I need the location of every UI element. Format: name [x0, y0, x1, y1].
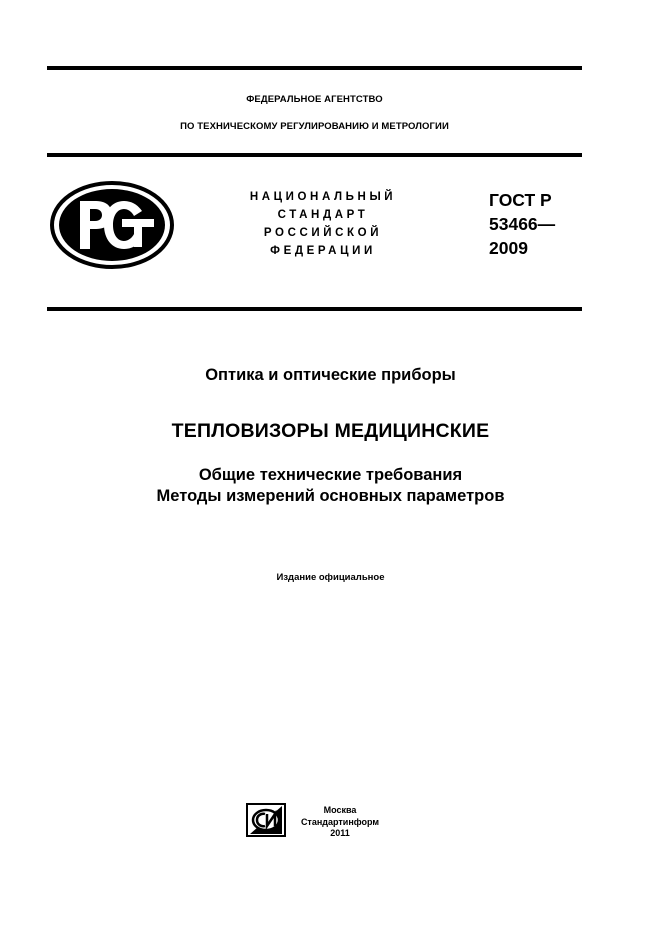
agency-name-line1: ФЕДЕРАЛЬНОЕ АГЕНТСТВО: [246, 94, 383, 105]
publisher-city: Москва: [323, 805, 357, 815]
header-rule: [47, 153, 582, 157]
document-category: Оптика и оптические приборы: [205, 366, 456, 384]
top-rule: [47, 66, 582, 70]
gost-r-emblem-icon: [50, 181, 174, 269]
national-standard-label: [225, 188, 421, 260]
document-subtitle-line1: Общие технические требования: [198, 466, 463, 484]
national-standard-line4: ФЕДЕРАЦИИ: [270, 245, 376, 257]
national-standard-line2: СТАНДАРТ: [277, 209, 369, 221]
standartinform-logo-icon: [246, 803, 286, 837]
national-standard-line3: РОССИЙСКОЙ: [263, 227, 383, 239]
agency-name-line2: ПО ТЕХНИЧЕСКОМУ РЕГУЛИРОВАНИЮ И МЕТРОЛОГИИ: [180, 121, 449, 132]
edition-label: Издание официальное: [276, 572, 385, 583]
gost-designation-line2: 53466—: [489, 214, 556, 234]
national-standard-line1: НАЦИОНАЛЬНЫЙ: [249, 191, 397, 203]
document-title: ТЕПЛОВИЗОРЫ МЕДИЦИНСКИЕ: [171, 420, 490, 442]
header-bottom-rule: [47, 307, 582, 311]
publisher-info: [292, 805, 388, 840]
gost-designation-line1: ГОСТ Р: [489, 190, 552, 210]
publisher-name: Стандартинформ: [300, 816, 380, 827]
publisher-year: 2011: [330, 828, 350, 838]
document-subtitle-line2: Методы измерений основных параметров: [156, 487, 505, 505]
gost-designation-line3: 2009: [489, 238, 528, 258]
gost-designation: [489, 188, 555, 260]
